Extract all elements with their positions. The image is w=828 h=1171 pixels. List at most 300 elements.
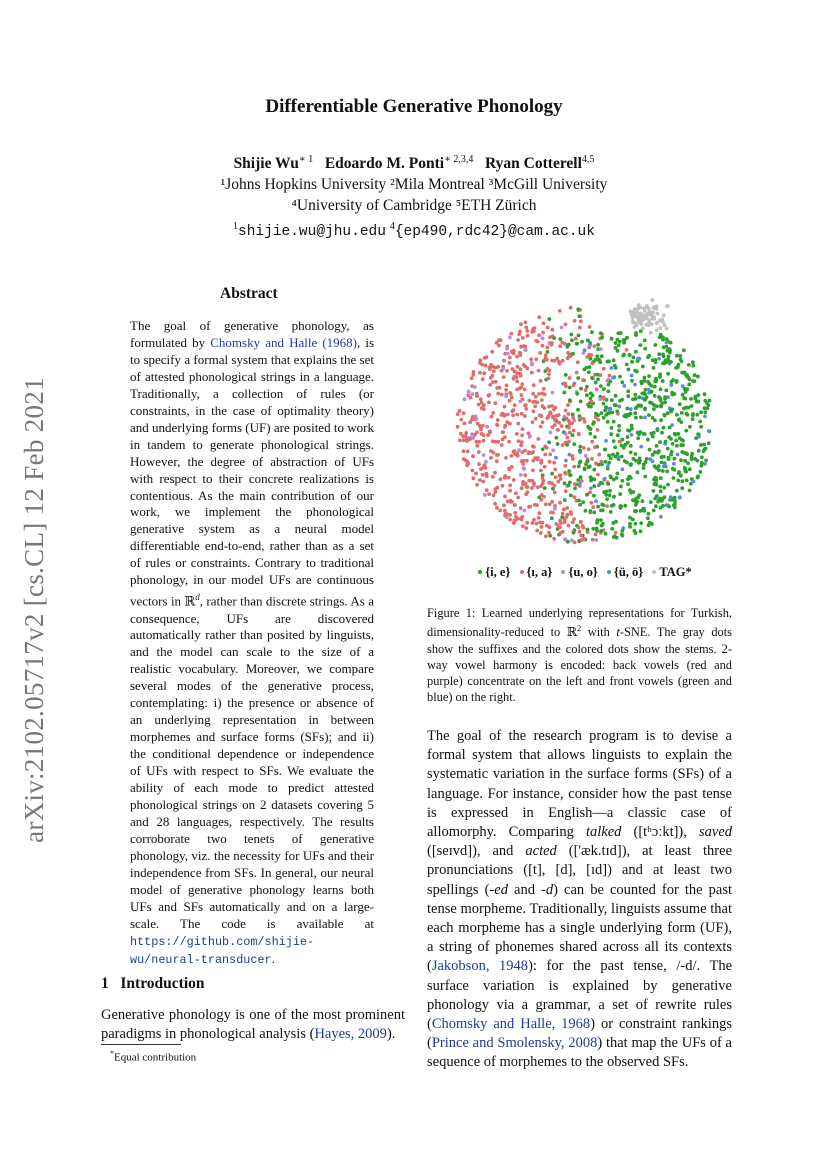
scatter-point bbox=[488, 383, 492, 387]
scatter-point bbox=[634, 333, 638, 337]
citation-link[interactable]: Chomsky and Halle (1968) bbox=[210, 334, 357, 350]
scatter-point bbox=[529, 357, 533, 361]
scatter-point bbox=[653, 358, 657, 362]
scatter-point bbox=[584, 509, 588, 513]
scatter-point bbox=[643, 339, 647, 343]
scatter-point bbox=[654, 379, 658, 383]
scatter-point bbox=[510, 350, 514, 354]
scatter-point bbox=[608, 380, 612, 384]
scatter-point bbox=[688, 425, 692, 429]
scatter-point bbox=[687, 383, 691, 387]
scatter-point bbox=[685, 479, 689, 483]
scatter-point bbox=[647, 413, 651, 417]
scatter-point bbox=[703, 462, 707, 466]
scatter-point bbox=[700, 455, 704, 459]
scatter-point bbox=[481, 480, 485, 484]
scatter-point bbox=[566, 403, 570, 407]
scatter-point bbox=[492, 369, 496, 373]
scatter-point bbox=[628, 429, 632, 433]
scatter-point bbox=[570, 454, 574, 458]
scatter-point bbox=[532, 410, 536, 414]
scatter-point bbox=[588, 491, 592, 495]
scatter-point bbox=[528, 434, 532, 438]
scatter-point bbox=[508, 483, 512, 487]
scatter-point bbox=[569, 494, 573, 498]
scatter-point bbox=[520, 345, 524, 349]
scatter-point bbox=[626, 407, 630, 411]
scatter-point bbox=[662, 486, 666, 490]
scatter-point bbox=[660, 461, 664, 465]
scatter-point bbox=[672, 462, 676, 466]
arxiv-id: arXiv:2102.05717v2 [cs.CL] 12 Feb 2021 bbox=[19, 377, 49, 843]
scatter-point bbox=[688, 467, 692, 471]
scatter-point bbox=[510, 395, 514, 399]
scatter-point bbox=[614, 403, 618, 407]
caption-text: with bbox=[581, 625, 617, 640]
scatter-point bbox=[505, 369, 509, 373]
citation-link[interactable]: Jakobson, 1948 bbox=[431, 958, 529, 975]
scatter-point bbox=[550, 341, 554, 345]
scatter-point bbox=[657, 468, 661, 472]
scatter-point bbox=[615, 410, 619, 414]
figure-legend bbox=[427, 565, 737, 580]
scatter-point bbox=[592, 468, 596, 472]
scatter-point bbox=[538, 511, 542, 515]
scatter-point bbox=[552, 336, 556, 340]
scatter-point bbox=[599, 518, 603, 522]
scatter-point bbox=[660, 455, 664, 459]
scatter-point bbox=[652, 509, 656, 513]
scatter-point bbox=[458, 439, 462, 443]
scatter-point bbox=[662, 464, 666, 468]
scatter-point bbox=[586, 459, 590, 463]
scatter-point bbox=[513, 503, 517, 507]
scatter-point bbox=[602, 396, 606, 400]
scatter-point bbox=[483, 493, 487, 497]
scatter-point bbox=[537, 315, 541, 319]
scatter-point bbox=[616, 472, 620, 476]
scatter-point bbox=[489, 456, 493, 460]
scatter-point bbox=[501, 438, 505, 442]
scatter-point bbox=[685, 412, 689, 416]
scatter-point bbox=[573, 486, 577, 490]
scatter-point bbox=[667, 435, 671, 439]
affiliation-line: ⁴University of Cambridge ⁵ETH Zürich bbox=[291, 197, 537, 215]
scatter-point bbox=[574, 337, 578, 341]
body-text: (['æk.tɪd]), at least three pronunciations ([t], [d], [ɪd]) and at least two spellings ( bbox=[427, 843, 733, 898]
scatter-point bbox=[624, 413, 628, 417]
scatter-point bbox=[507, 440, 511, 444]
scatter-point bbox=[483, 463, 487, 467]
scatter-point bbox=[576, 376, 580, 380]
scatter-point bbox=[628, 353, 632, 357]
scatter-point bbox=[613, 534, 617, 538]
scatter-point bbox=[502, 375, 506, 379]
scatter-point bbox=[650, 401, 654, 405]
scatter-point bbox=[642, 463, 646, 467]
scatter-point bbox=[541, 337, 545, 341]
legend-swatch bbox=[607, 570, 611, 574]
scatter-point bbox=[590, 501, 594, 505]
scatter-point bbox=[643, 416, 647, 420]
intro-text: ). bbox=[386, 1026, 396, 1042]
arxiv-stamp bbox=[19, 377, 49, 843]
scatter-point bbox=[594, 412, 598, 416]
scatter-point bbox=[659, 515, 663, 519]
scatter-point-suffix bbox=[651, 317, 655, 321]
scatter-point bbox=[620, 529, 624, 533]
email[interactable]: {ep490,rdc42}@cam.ac.uk bbox=[394, 224, 595, 241]
scatter-point bbox=[473, 385, 477, 389]
author-name: Shijie Wu bbox=[233, 155, 299, 173]
scatter-point bbox=[626, 389, 630, 393]
scatter-point bbox=[510, 409, 514, 413]
scatter-point bbox=[605, 497, 609, 501]
scatter-point bbox=[571, 413, 575, 417]
scatter-point bbox=[607, 454, 611, 458]
scatter-point bbox=[572, 531, 576, 535]
scatter-point bbox=[642, 432, 646, 436]
scatter-point-suffix bbox=[655, 305, 659, 309]
scatter-point bbox=[656, 500, 660, 504]
scatter-point bbox=[648, 521, 652, 525]
scatter-point bbox=[585, 385, 589, 389]
scatter-point bbox=[504, 413, 508, 417]
scatter-point bbox=[659, 418, 663, 422]
scatter-point bbox=[602, 367, 606, 371]
scatter-point bbox=[549, 431, 553, 435]
scatter-point bbox=[509, 392, 513, 396]
author-sup: ∗ 1 bbox=[298, 154, 314, 165]
scatter-point bbox=[595, 521, 599, 525]
scatter-point bbox=[558, 309, 562, 313]
scatter-point bbox=[631, 518, 635, 522]
scatter-point bbox=[657, 352, 661, 356]
scatter-point bbox=[604, 405, 608, 409]
scatter-point bbox=[531, 420, 535, 424]
scatter-point bbox=[565, 417, 569, 421]
scatter-point bbox=[537, 516, 541, 520]
scatter-point bbox=[590, 362, 594, 366]
scatter-point-suffix bbox=[665, 327, 669, 331]
scatter-point bbox=[516, 365, 520, 369]
scatter-point bbox=[475, 483, 479, 487]
scatter-point bbox=[462, 449, 466, 453]
legend-item bbox=[472, 565, 510, 579]
scatter-point bbox=[627, 368, 631, 372]
email[interactable]: shijie.wu@jhu.edu bbox=[238, 224, 386, 241]
paper-title: Differentiable Generative Phonology bbox=[265, 96, 563, 117]
scatter-point bbox=[602, 503, 606, 507]
scatter-point bbox=[628, 488, 632, 492]
scatter-point bbox=[639, 529, 643, 533]
scatter-point bbox=[541, 420, 545, 424]
scatter-point bbox=[630, 433, 634, 437]
scatter-point bbox=[572, 442, 576, 446]
scatter-point bbox=[662, 355, 666, 359]
scatter-point bbox=[604, 413, 608, 417]
scatter-point bbox=[524, 321, 528, 325]
scatter-point bbox=[491, 411, 495, 415]
scatter-point bbox=[519, 506, 523, 510]
scatter-point bbox=[499, 477, 503, 481]
scatter-point bbox=[633, 529, 637, 533]
scatter-point bbox=[589, 397, 593, 401]
scatter-point bbox=[475, 392, 479, 396]
scatter-point bbox=[506, 352, 510, 356]
scatter-point bbox=[649, 500, 653, 504]
scatter-point bbox=[603, 409, 607, 413]
scatter-point bbox=[512, 478, 516, 482]
scatter-point bbox=[465, 439, 469, 443]
scatter-point-suffix bbox=[633, 311, 637, 315]
scatter-point bbox=[623, 504, 627, 508]
scatter-point bbox=[632, 490, 636, 494]
scatter-point bbox=[570, 421, 574, 425]
scatter-point bbox=[524, 407, 528, 411]
scatter-point bbox=[564, 373, 568, 377]
author-block bbox=[0, 149, 828, 243]
scatter-point bbox=[616, 331, 620, 335]
scatter-point bbox=[633, 411, 637, 415]
scatter-point bbox=[622, 384, 626, 388]
scatter-point bbox=[558, 473, 562, 477]
scatter-point bbox=[594, 462, 598, 466]
scatter-point bbox=[578, 449, 582, 453]
scatter-point bbox=[632, 356, 636, 360]
scatter-point bbox=[464, 431, 468, 435]
scatter-point bbox=[458, 409, 462, 413]
scatter-point bbox=[567, 524, 571, 528]
scatter-point bbox=[592, 494, 596, 498]
scatter-point bbox=[487, 492, 491, 496]
scatter-point bbox=[651, 435, 655, 439]
scatter-point bbox=[562, 391, 566, 395]
scatter-point bbox=[459, 418, 463, 422]
scatter-point bbox=[612, 420, 616, 424]
scatter-point bbox=[702, 443, 706, 447]
scatter-point bbox=[600, 411, 604, 415]
scatter-point bbox=[547, 405, 551, 409]
scatter-point bbox=[594, 533, 598, 537]
superscript: 2 bbox=[577, 624, 582, 634]
scatter-point bbox=[619, 504, 623, 508]
scatter-point bbox=[564, 432, 568, 436]
body-italic: -ed bbox=[489, 881, 508, 898]
author-name: Edoardo M. Ponti bbox=[324, 155, 445, 173]
scatter-point bbox=[641, 365, 645, 369]
body-text: ): for the past tense, /-d/. The surface variation is explained by generative phonology via a grammar, a set of rewrite rules ( bbox=[427, 958, 733, 1033]
scatter-point bbox=[591, 538, 595, 542]
scatter-point bbox=[660, 499, 664, 503]
scatter-point bbox=[625, 363, 629, 367]
scatter-point bbox=[569, 473, 573, 477]
scatter-point bbox=[655, 444, 659, 448]
scatter-point bbox=[643, 392, 647, 396]
email-sup: 1 bbox=[233, 221, 239, 233]
scatter-point bbox=[536, 458, 540, 462]
scatter-point bbox=[504, 394, 508, 398]
scatter-point bbox=[579, 460, 583, 464]
scatter-point bbox=[580, 538, 584, 542]
scatter-point bbox=[667, 347, 671, 351]
scatter-point bbox=[487, 401, 491, 405]
scatter-point bbox=[646, 438, 650, 442]
body-text: ([tʰɔːkt]), bbox=[621, 824, 699, 841]
scatter-point bbox=[519, 473, 523, 477]
scatter-point bbox=[575, 342, 579, 346]
scatter-point bbox=[551, 511, 555, 515]
body-text: ) that map the UFs of a sequence of morphemes to the observed SFs. bbox=[427, 1035, 732, 1071]
scatter-point bbox=[682, 348, 686, 352]
scatter-point bbox=[704, 459, 708, 463]
scatter-point bbox=[526, 334, 530, 338]
scatter-point bbox=[479, 467, 483, 471]
scatter-point bbox=[599, 384, 603, 388]
scatter-point bbox=[543, 453, 547, 457]
scatter-point bbox=[661, 379, 665, 383]
section-number: 1 bbox=[101, 975, 109, 992]
scatter-point bbox=[563, 521, 567, 525]
citation-link[interactable]: Chomsky and Halle, 1968 bbox=[431, 1016, 591, 1033]
scatter-point bbox=[620, 455, 624, 459]
scatter-point bbox=[509, 500, 513, 504]
scatter-point bbox=[495, 486, 499, 490]
scatter-point bbox=[636, 471, 640, 475]
scatter-point bbox=[657, 449, 661, 453]
scatter-point bbox=[552, 537, 556, 541]
scatter-point bbox=[484, 364, 488, 368]
scatter-point bbox=[698, 420, 702, 424]
scatter-point bbox=[548, 453, 552, 457]
scatter-point bbox=[459, 432, 463, 436]
scatter-point bbox=[662, 345, 666, 349]
scatter-point bbox=[694, 436, 698, 440]
scatter-point bbox=[475, 444, 479, 448]
scatter-point bbox=[511, 413, 515, 417]
scatter-point bbox=[530, 361, 534, 365]
scatter-point bbox=[617, 429, 621, 433]
scatter-point bbox=[602, 416, 606, 420]
scatter-point bbox=[505, 512, 509, 516]
scatter-point bbox=[508, 489, 512, 493]
scatter-point bbox=[669, 383, 673, 387]
scatter-point bbox=[495, 459, 499, 463]
scatter-point bbox=[689, 397, 693, 401]
scatter-point bbox=[616, 349, 620, 353]
scatter-point bbox=[683, 459, 687, 463]
scatter-point bbox=[634, 452, 638, 456]
scatter-point bbox=[587, 370, 591, 374]
scatter-point bbox=[686, 376, 690, 380]
scatter-point bbox=[676, 432, 680, 436]
scatter-point bbox=[514, 515, 518, 519]
scatter-point bbox=[665, 337, 669, 341]
scatter-point bbox=[639, 521, 643, 525]
scatter-point bbox=[535, 503, 539, 507]
scatter-point bbox=[621, 467, 625, 471]
scatter-point bbox=[592, 420, 596, 424]
scatter-point bbox=[653, 385, 657, 389]
legend-swatch bbox=[520, 570, 524, 574]
scatter-point bbox=[573, 482, 577, 486]
scatter-point bbox=[642, 466, 646, 470]
scatter-point bbox=[619, 485, 623, 489]
scatter-point bbox=[534, 417, 538, 421]
scatter-point bbox=[543, 486, 547, 490]
scatter-point bbox=[691, 360, 695, 364]
scatter-point-suffix bbox=[665, 304, 669, 308]
scatter-point bbox=[524, 403, 528, 407]
citation-link[interactable]: Prince and Smolensky, 2008 bbox=[431, 1035, 598, 1052]
scatter-point-suffix bbox=[651, 311, 655, 315]
scatter-point bbox=[670, 408, 674, 412]
scatter-point bbox=[684, 452, 688, 456]
scatter-point bbox=[573, 495, 577, 499]
scatter-point bbox=[565, 443, 569, 447]
scatter-point bbox=[587, 447, 591, 451]
scatter-point-suffix bbox=[631, 316, 635, 320]
scatter-point bbox=[635, 370, 639, 374]
scatter-point bbox=[634, 522, 638, 526]
scatter-point bbox=[590, 330, 594, 334]
scatter-point bbox=[535, 522, 539, 526]
scatter-point-suffix bbox=[636, 307, 640, 311]
body-text: ) can be counted for the past tense morpheme. Traditionally, linguists assume that each morpheme has a single underlying form (UF), a string of phonemes shared across all its contexts ( bbox=[427, 881, 733, 975]
scatter-point bbox=[622, 353, 626, 357]
scatter-point bbox=[540, 459, 544, 463]
scatter-point bbox=[558, 344, 562, 348]
scatter-point bbox=[659, 404, 663, 408]
scatter-point bbox=[534, 395, 538, 399]
scatter-point bbox=[654, 504, 658, 508]
scatter-point bbox=[581, 378, 585, 382]
scatter-point bbox=[664, 440, 668, 444]
scatter-point bbox=[578, 530, 582, 534]
scatter-point bbox=[525, 459, 529, 463]
scatter-point bbox=[630, 360, 634, 364]
scatter-point bbox=[687, 363, 691, 367]
scatter-point bbox=[604, 439, 608, 443]
scatter-point bbox=[681, 439, 685, 443]
scatter-point bbox=[676, 365, 680, 369]
scatter-point bbox=[569, 333, 573, 337]
citation-link[interactable]: Hayes, 2009 bbox=[314, 1026, 387, 1042]
scatter-point bbox=[524, 326, 528, 330]
scatter-point bbox=[612, 495, 616, 499]
scatter-point bbox=[646, 380, 650, 384]
scatter-point bbox=[576, 307, 580, 311]
scatter-point bbox=[614, 531, 618, 535]
scatter-point bbox=[538, 351, 542, 355]
scatter-point bbox=[553, 491, 557, 495]
scatter-point bbox=[610, 366, 614, 370]
scatter-point bbox=[673, 499, 677, 503]
scatter-point bbox=[673, 392, 677, 396]
section-title: Introduction bbox=[120, 975, 205, 992]
scatter-point bbox=[639, 416, 643, 420]
scatter-point bbox=[669, 341, 673, 345]
scatter-point bbox=[570, 538, 574, 542]
scatter-point bbox=[671, 442, 675, 446]
author-name: Ryan Cotterell bbox=[485, 155, 582, 173]
scatter-point bbox=[552, 461, 556, 465]
scatter-point bbox=[653, 419, 657, 423]
scatter-point bbox=[588, 432, 592, 436]
scatter-point bbox=[541, 404, 545, 408]
scatter-point bbox=[600, 354, 604, 358]
code-url-link[interactable]: https://github.com/shijie-wu/neural-transducer bbox=[130, 934, 315, 967]
